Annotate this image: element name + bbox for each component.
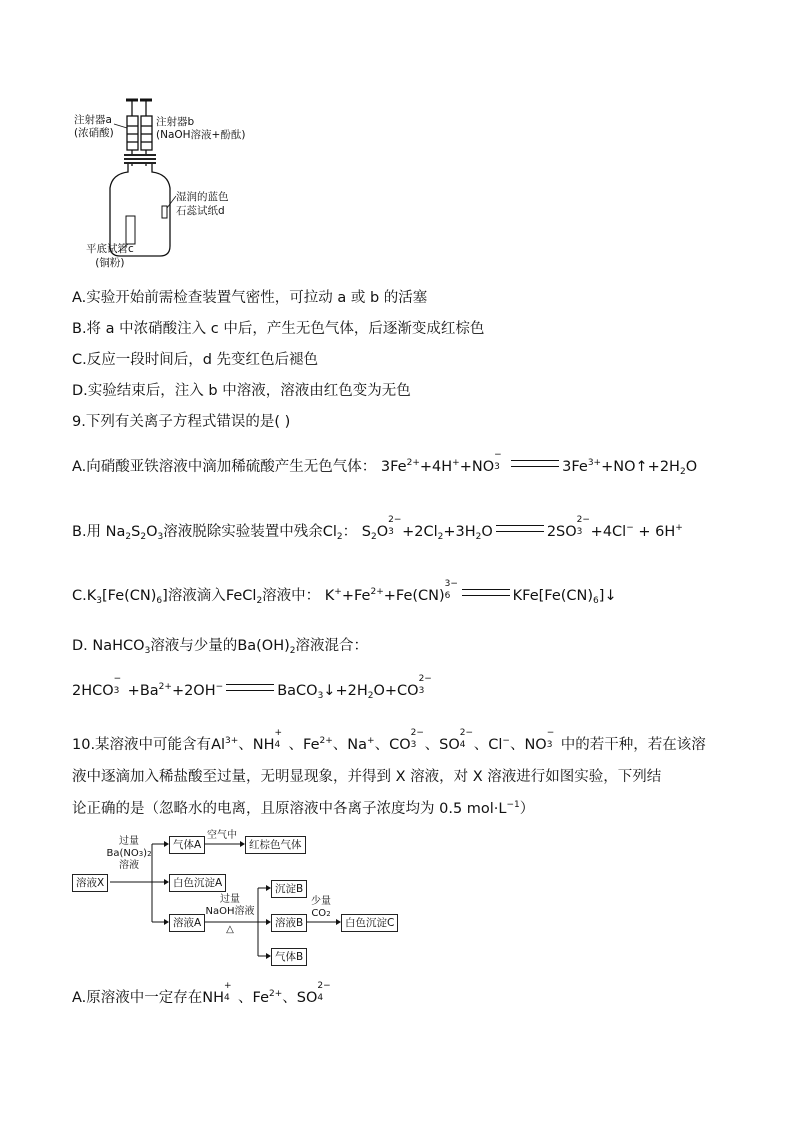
flow-reagent1-formula: Ba(NO3)2 <box>106 848 152 859</box>
flow-solution-a: 溶液A <box>169 914 205 932</box>
flow-heat-symbol: △ <box>226 924 234 935</box>
syringe-a-name: 注射器a <box>74 114 112 126</box>
syringe-b-label <box>156 116 245 142</box>
flow-in-air: 空气中 <box>207 830 237 841</box>
syringe-a-content: (浓硝酸) <box>74 127 114 139</box>
q9-a-equation: $3Fe^{2+}+4H^++NO$ − 3 $3Fe^{3+}+NO↑+2H_2O$ <box>380 450 698 477</box>
flow-reagent1-type: 溶液 <box>119 860 139 871</box>
q10-line3-text: 论正确的是（忽略水的电离，且原溶液中各离子浓度均为 0.5 mol·L <box>72 801 507 817</box>
q8-option-d: D.实验结束后，注入 b 中溶液，溶液由红色变为无色 <box>72 383 411 399</box>
q10-option-a-text: A.原溶液中一定存在 <box>72 990 203 1006</box>
q8-option-b: B.将 a 中浓硝酸注入 c 中后，产生无色气体，后逐渐变成红棕色 <box>72 321 485 337</box>
flow-reagent2 <box>200 894 260 936</box>
q10-line1: 10.某溶液中可能含有$Al^{3+}$、NH + 4 、$Fe^{2+}$、Na+、CO 2− 3 、SO 2− 4 、Cl−、NO − 3 中的若干种，若在该溶 <box>72 728 706 753</box>
apparatus-figure <box>72 96 262 276</box>
q9-b-equation: $S_2O$ 2− 3 $+2Cl_2+3H_2O$ 2SO 2− 3 +4Cl− + 6H+ <box>361 515 683 542</box>
q9-c-equation: $K^++Fe^{2+}+Fe(CN)$ 3− 6 $KFe[Fe(CN)_6]↓$ <box>324 579 617 606</box>
flow-brown-gas: 红棕色气体 <box>245 836 306 854</box>
q9-option-b: B.用 $Na_2S_2O_3$溶液脱除实验装置中残余$Cl_2$： $S_2O$ 2− 3 $+2Cl_2+3H_2O$ 2SO 2− 3 +4Cl− + 6H+ <box>72 515 683 542</box>
tube-c-name: 平底试管c <box>86 243 134 255</box>
q9-d-text3: 溶液混合： <box>295 638 369 654</box>
q10-line3-tail: ） <box>519 801 535 817</box>
flow-reagent3-formula: CO2 <box>311 908 331 919</box>
flow-reagent3-amount: 少量 <box>311 896 331 907</box>
q10-line1-tail: 中的若干种，若在该溶 <box>560 737 706 753</box>
paper-d-label <box>176 190 229 218</box>
flow-reagent2-formula: NaOH溶液 <box>205 906 255 917</box>
paper-d-line2: 石蕊试纸d <box>176 205 225 217</box>
q10-line3: 论正确的是（忽略水的电离，且原溶液中各离子浓度均为 0.5 $mol\cdot L^{-1}$） <box>72 800 535 817</box>
syringe-b-content: (NaOH溶液+酚酞) <box>156 129 246 141</box>
flow-white-ppt-c: 白色沉淀C <box>341 914 398 932</box>
q9-d-text: D. <box>72 638 88 654</box>
q8-option-c: C.反应一段时间后，d 先变红色后褪色 <box>72 352 319 368</box>
q9-c-text2: 溶液中： <box>262 588 321 604</box>
flow-ppt-b: 沉淀B <box>271 880 307 898</box>
paper-d-line1: 湿润的蓝色 <box>176 191 229 203</box>
q10-line2: 液中逐滴加入稀盐酸至过量，无明显现象，并得到 X 溶液，对 X 溶液进行如图实验，下列结 <box>72 769 662 785</box>
syringe-a-label <box>74 114 114 140</box>
q9-option-d: D. NaHCO$_3$溶液与少量的$Ba(OH)_2$溶液混合： <box>72 638 369 656</box>
q10-option-a: A.原溶液中一定存在NH + 4 、$Fe^{2+}$、SO 2− 4 <box>72 981 331 1006</box>
q8-option-a: A.实验开始前需检查装置气密性，可拉动 a 或 b 的活塞 <box>72 290 428 306</box>
flow-gas-b: 气体B <box>271 948 307 966</box>
flow-reagent3 <box>304 896 338 920</box>
q10-line1-text: 10.某溶液中可能含有 <box>72 737 212 753</box>
tube-c-content: (铜粉) <box>95 257 125 269</box>
q9-d-equation: 2HCO − 3 $+Ba^{2+}+2OH^-$ $BaCO_3↓+2H_2O+CO$ 2− 3 <box>72 674 432 701</box>
q9-option-a <box>72 450 698 477</box>
q9-b-text2: 溶液脱除实验装置中残余 <box>163 524 323 540</box>
tube-c-label <box>86 242 134 270</box>
q9-a-text: A.向硝酸亚铁溶液中滴加稀硫酸产生无色气体： <box>72 459 377 475</box>
flow-solution-b: 溶液B <box>271 914 307 932</box>
q9-stem: 9.下列有关离子方程式错误的是( ) <box>72 414 291 430</box>
flow-reagent1 <box>106 836 152 872</box>
q9-c-text: 溶液滴入 <box>167 588 226 604</box>
flow-reagent1-amount: 过量 <box>119 836 139 847</box>
flow-solution-x: 溶液X <box>72 874 108 892</box>
flow-reagent2-amount: 过量 <box>220 894 240 905</box>
flow-gas-a: 气体A <box>169 836 205 854</box>
flow-chart <box>72 830 412 970</box>
q9-b-text: B.用 <box>72 524 102 540</box>
flow-white-ppt-a: 白色沉淀A <box>169 874 226 892</box>
syringe-b-name: 注射器b <box>156 116 195 128</box>
q9-d-text2: 溶液与少量的 <box>150 638 238 654</box>
q9-option-c: $C.K_3[Fe(CN)_6]$溶液滴入FeCl$_2$溶液中： $K^++Fe^{2+}+Fe(CN)$ 3− 6 $KFe[Fe(CN)_6]↓$ <box>72 579 617 606</box>
